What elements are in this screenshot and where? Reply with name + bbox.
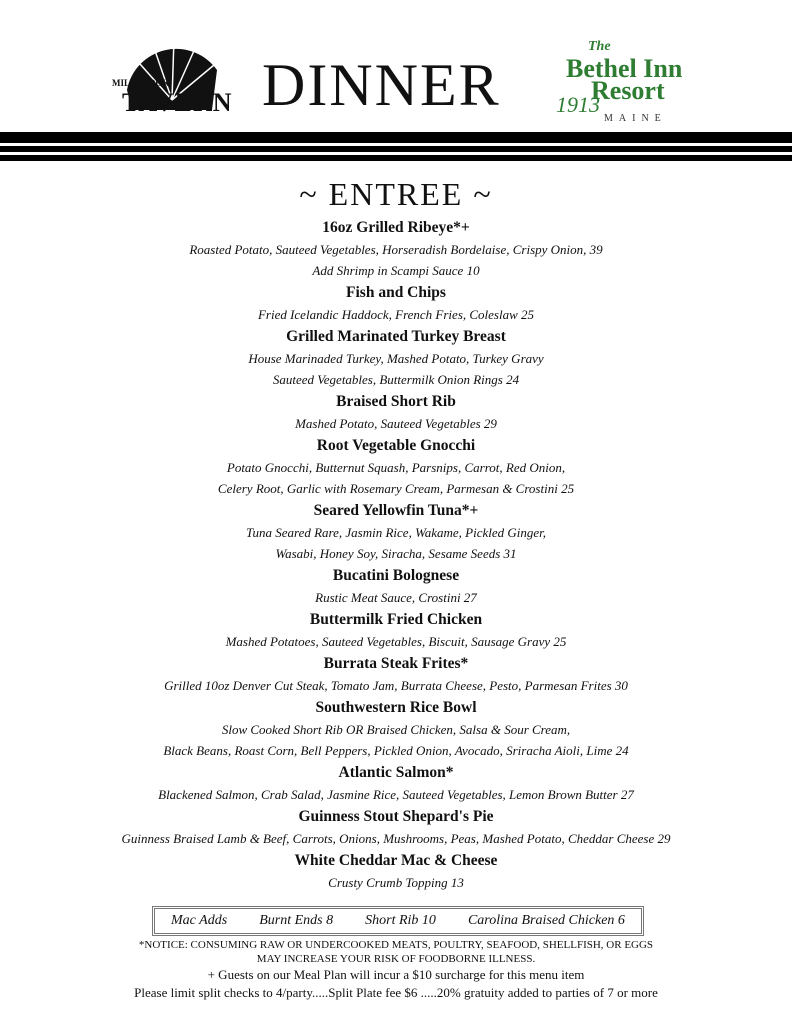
logo-text-tavern: TAVERN	[122, 88, 233, 117]
menu-item-name: Bucatini Bolognese	[332, 567, 460, 584]
page-title: DINNER	[262, 52, 501, 118]
entree-section	[0, 172, 792, 893]
menu-item-name: Braised Short Rib	[336, 393, 456, 410]
menu-item-description: Mashed Potatoes, Sauteed Vegetables, Biscuit, Sausage Gravy 25	[225, 634, 567, 649]
menu-item-description: Blackened Salmon, Crab Salad, Jasmine Rice, Sauteed Vegetables, Lemon Brown Butter 27	[158, 787, 634, 802]
menu-item-description: Tuna Seared Rare, Jasmin Rice, Wakame, Pickled Ginger,	[245, 525, 546, 540]
mac-adds-box	[152, 906, 644, 936]
menu-item-name: White Cheddar Mac & Cheese	[294, 852, 498, 869]
menu-item-description: Add Shrimp in Scampi Sauce 10	[312, 263, 480, 278]
mac-add-option: Carolina Braised Chicken 6	[467, 913, 625, 928]
menu-item-name: 16oz Grilled Ribeye*+	[322, 219, 470, 236]
menu-item-description: Slow Cooked Short Rib OR Braised Chicken, Salsa & Sour Cream,	[221, 722, 571, 737]
menu-item-description: Celery Root, Garlic with Rosemary Cream, Parmesan & Crostini 25	[217, 481, 575, 496]
menu-item-description: Black Beans, Roast Corn, Bell Peppers, Pickled Onion, Avocado, Sriracha Aioli, Lime 24	[163, 743, 629, 758]
menu-items	[0, 216, 792, 893]
menu-item-description: Rustic Meat Sauce, Crostini 27	[315, 590, 477, 605]
meal-plan-note: + Guests on our Meal Plan will incur a $10 surcharge for this menu item	[207, 967, 585, 982]
mac-add-option: Burnt Ends 8	[259, 913, 334, 928]
menu-item-name: Root Vegetable Gnocchi	[316, 437, 476, 454]
bethel-inn-logo	[556, 36, 683, 124]
notice-line: MAY INCREASE YOUR RISK OF FOODBORNE ILLNESS.	[256, 953, 536, 965]
menu-item-description: House Marinaded Turkey, Mashed Potato, Turkey Gravy	[248, 351, 544, 366]
menu-item-description: Potato Gnocchi, Butternut Squash, Parsnips, Carrot, Red Onion,	[226, 460, 566, 475]
menu-item-description: Roasted Potato, Sauteed Vegetables, Horseradish Bordelaise, Crispy Onion, 39	[189, 242, 603, 257]
mac-add-option: Short Rib 10	[365, 913, 436, 928]
notice-line: *NOTICE: CONSUMING RAW OR UNDERCOOKED MEATS, POULTRY, SEAFOOD, SHELLFISH, OR EGGS	[138, 939, 654, 951]
logo-state: MAINE	[604, 113, 667, 124]
menu-item-description: Guinness Braised Lamb & Beef, Carrots, Onions, Mushrooms, Peas, Mashed Potato, Cheddar Cheese 29	[121, 831, 671, 846]
menu-item-name: Guinness Stout Shepard's Pie	[298, 808, 494, 825]
logo-the: The	[588, 39, 611, 54]
menu-item-name: Burrata Steak Frites*	[323, 655, 469, 672]
menu-item-name: Southwestern Rice Bowl	[315, 699, 477, 716]
header-stripe	[0, 132, 792, 143]
menu-item-description: Crusty Crumb Topping 13	[328, 875, 464, 890]
menu-item-name: Buttermilk Fried Chicken	[309, 611, 483, 628]
logo-line1: Bethel Inn	[566, 54, 683, 83]
menu-item-description: Sauteed Vegetables, Buttermilk Onion Rings 24	[272, 372, 520, 387]
notices	[0, 938, 792, 1002]
mac-adds-label: Mac Adds	[171, 913, 228, 928]
header-stripe	[0, 146, 792, 152]
logo-text-small: MILLBROOK	[112, 78, 170, 88]
menu-item-name: Grilled Marinated Turkey Breast	[286, 328, 506, 345]
menu-item-name: Seared Yellowfin Tuna*+	[313, 502, 479, 519]
menu-item-description: Mashed Potato, Sauteed Vegetables 29	[295, 416, 497, 431]
logo-year: 1913	[556, 92, 600, 117]
header-stripe	[0, 155, 792, 161]
menu-item-description: Grilled 10oz Denver Cut Steak, Tomato Jam, Burrata Cheese, Pesto, Parmesan Frites 30	[164, 678, 628, 693]
logo-line2: Resort	[591, 76, 665, 105]
menu-item-description: Fried Icelandic Haddock, French Fries, Coleslaw 25	[257, 307, 535, 322]
menu-item-description: Wasabi, Honey Soy, Siracha, Sesame Seeds 31	[275, 546, 517, 561]
menu-item-name: Atlantic Salmon*	[338, 764, 454, 781]
split-check-note: Please limit split checks to 4/party.....Split Plate fee $6 .....20% gratuity added to parties of 7 or more	[134, 985, 658, 1000]
section-title: ~ ENTREE ~	[299, 176, 493, 212]
menu-item-name: Fish and Chips	[346, 284, 446, 301]
